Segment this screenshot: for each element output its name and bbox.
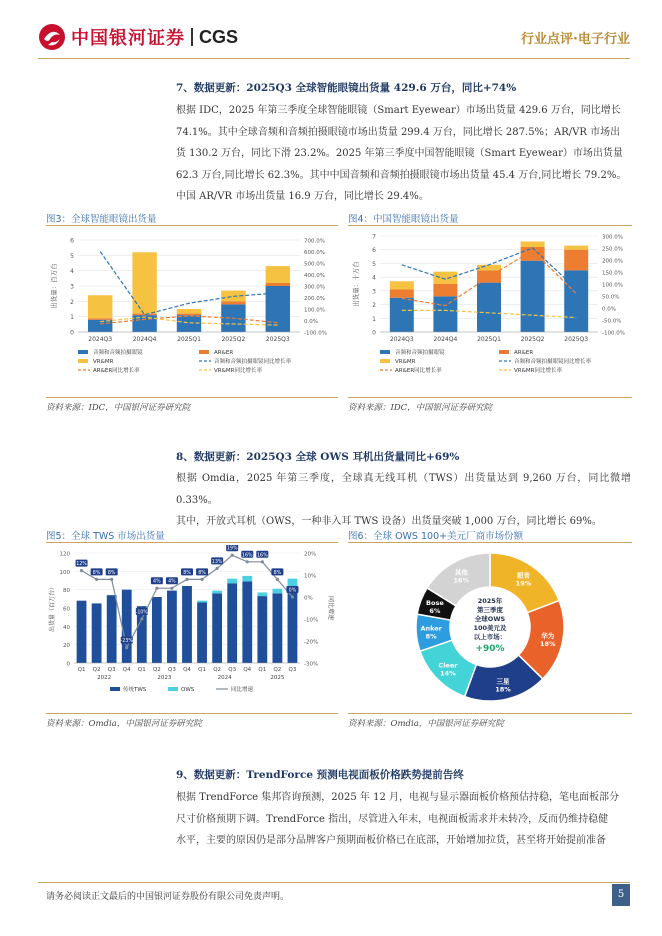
y-tick-label: 5: [70, 252, 74, 260]
donut-center-text: +90%: [475, 644, 505, 654]
fig3-title: 图3：全球智能眼镜出货量: [46, 214, 157, 225]
growth-point: [231, 554, 234, 557]
bar-segment: [266, 266, 290, 283]
x-tick-label: Q2: [152, 667, 161, 673]
data-label: 16%: [241, 553, 253, 559]
y2-axis-label: 同比增速: [327, 595, 334, 621]
x-tick-label: 2025Q2: [221, 336, 246, 343]
y-tick-label: 0: [70, 329, 74, 337]
growth-point: [261, 560, 264, 563]
x-tick-label: Q2: [92, 667, 101, 673]
para-line: 74.1%。其中全球音频和音频拍摄眼镜市场出货量 299.4 万台，同比增长 287.5%；AR/VR 市场出: [176, 126, 621, 138]
y-tick-label: 0: [372, 329, 376, 337]
legend-swatch: [499, 350, 509, 354]
ows-bar: [212, 591, 222, 594]
y2-tick-label: 20%: [304, 551, 317, 558]
donut-center-text: 第三季度: [477, 606, 503, 614]
slice-value: 6%: [429, 606, 441, 615]
data-label: 8%: [273, 570, 282, 576]
x-tick-label: Q3: [228, 667, 237, 673]
y-tick-label: 60: [63, 606, 70, 613]
slice-label: 其他: [454, 568, 468, 577]
tws-bar: [227, 583, 237, 663]
data-label: -10%: [135, 610, 149, 616]
bar-segment: [477, 283, 501, 332]
bar-segment: [266, 283, 290, 286]
donut-center-text: 2025年: [477, 597, 503, 605]
bar-segment: [390, 289, 414, 297]
para-line: 62.3 万台,同比增长 62.3%。其中中国音频和音频拍摄眼镜市场出货量 45.4 万台,同比增长 79.2%。: [176, 169, 627, 181]
y2-tick-label: 0.0%: [304, 319, 318, 325]
slice-value: 14%: [440, 669, 456, 678]
data-label: 8%: [183, 570, 191, 576]
fig6-rule: [348, 542, 632, 543]
y2-tick-label: -30%: [304, 661, 319, 668]
y-tick-label: 40: [63, 624, 70, 631]
tws-bar: [182, 586, 192, 663]
y-tick-label: 80: [63, 588, 70, 595]
y-tick-label: 1: [70, 314, 74, 322]
legend-swatch: [380, 350, 390, 354]
fig6-title: 图6：全球 OWS 100+美元厂商市场份额: [348, 531, 524, 542]
tws-bar: [122, 590, 132, 663]
y-tick-label: 6: [372, 247, 376, 255]
x-tick-label: Q4: [183, 667, 191, 673]
growth-point: [80, 569, 83, 572]
growth-point: [95, 578, 98, 581]
y2-tick-label: 50.0%: [602, 294, 620, 301]
slice-value: 18%: [539, 640, 556, 649]
fig4-rule: [348, 225, 632, 226]
bar-segment: [177, 314, 201, 316]
fig5-rule: [46, 542, 338, 543]
x-tick-label: 2025Q3: [265, 336, 290, 343]
ows-bar: [288, 579, 298, 587]
slice-value: 19%: [515, 579, 532, 588]
x-tick-label: 2025Q3: [564, 336, 589, 343]
fig4-bottom-rule: [348, 397, 632, 398]
slice-value: 16%: [453, 576, 470, 585]
y-tick-label: 4: [372, 274, 376, 282]
fig3-bottom-rule: [46, 397, 338, 398]
x-tick-label: Q1: [137, 667, 146, 673]
growth-point: [185, 578, 188, 581]
tws-bar: [167, 591, 177, 663]
bar-segment: [221, 301, 245, 304]
para-line: 中国 AR/VR 市场出货量 16.9 万台，同比增长 29.4%。: [176, 191, 429, 202]
para-line: 水平，主要的原因仍是部分品牌客户预期面板价格已在底部，开始增加拉货，甚至将开始提前准备: [176, 835, 606, 846]
ows-bar: [257, 592, 267, 596]
page-number: 5: [612, 884, 630, 906]
y-tick-label: 2: [70, 298, 74, 306]
x-tick-label: Q1: [77, 667, 86, 673]
fig6-source: 资料来源：Omdia，中国银河证券研究院: [348, 719, 504, 729]
ows-bar: [197, 601, 207, 603]
x-tick-label: 2024Q4: [132, 336, 157, 343]
company-logo: [38, 20, 238, 54]
legend-label: AR&ER: [214, 350, 234, 356]
section-9-paragraph: [176, 787, 631, 852]
y-tick-label: 120: [59, 551, 70, 558]
y2-tick-label: 200.0%: [304, 296, 325, 302]
para-line: 尺寸价格预期下调。TrendForce 指出，尽管进入年末，电视面板需求并未转冷，反而仍维持稳健: [176, 813, 609, 825]
y2-tick-label: 10%: [304, 573, 317, 580]
bar-segment: [521, 241, 545, 246]
bar-segment: [390, 281, 414, 289]
y-axis-label: 出货量：百万台: [50, 263, 58, 309]
footer-rule: [38, 882, 630, 883]
legend-label: 同比增速: [231, 687, 254, 693]
fig5-title: 图5：全球 TWS 市场出货量: [46, 531, 165, 542]
y2-tick-label: -50.0%: [602, 318, 622, 325]
y-axis-label: 出货量（百万台）: [49, 583, 56, 633]
legend-label: 音频和音频拍摄眼镜: [93, 350, 143, 356]
slice-value: 8%: [425, 632, 437, 641]
x-group-label: 2023: [157, 675, 172, 681]
data-label: 8%: [107, 570, 116, 576]
legend-swatch: [168, 687, 178, 691]
y2-tick-label: 400.0%: [304, 273, 325, 279]
y2-tick-label: -100.0%: [602, 330, 625, 337]
y-tick-label: 7: [372, 233, 376, 241]
fig4-title: 图4：中国智能眼镜出货量: [348, 214, 459, 225]
section-8-heading: 8、数据更新：2025Q3 全球 OWS 耳机出货量同比+69%: [176, 451, 460, 463]
fig5-source: 资料来源：Omdia，中国银河证券研究院: [46, 719, 202, 729]
tws-bar: [197, 603, 207, 664]
legend-label: 音频和音频拍摄眼镜同比增长率: [514, 359, 592, 365]
legend-label: VR&MR同比增长率: [214, 368, 262, 374]
donut-center-text: 100美元及: [473, 624, 507, 632]
section-7-paragraph: [176, 100, 631, 208]
y-tick-label: 3: [70, 283, 74, 291]
fig4-chart: [348, 228, 632, 394]
slice-label: 华为: [541, 632, 555, 641]
y2-tick-label: 0.0%: [602, 306, 616, 313]
bar-segment: [88, 318, 112, 320]
growth-point: [170, 587, 173, 590]
slice-label: 三星: [496, 677, 510, 686]
x-tick-label: 2025Q1: [477, 336, 501, 343]
section-8-paragraph: [176, 468, 631, 533]
growth-line: [100, 252, 278, 315]
x-tick-label: Q4: [122, 667, 131, 673]
fig5-chart: [46, 545, 338, 710]
fig5-bottom-rule: [46, 713, 338, 714]
x-tick-label: Q3: [107, 667, 116, 673]
y-tick-label: 1: [372, 315, 376, 323]
legend-swatch: [78, 359, 88, 363]
legend-swatch: [380, 359, 390, 363]
x-tick-label: Q3: [168, 667, 176, 673]
legend-label: AR&ER同比增长率: [395, 368, 442, 374]
y2-tick-label: 600.0%: [304, 250, 325, 256]
bar-segment: [433, 296, 457, 332]
data-label: 4%: [153, 579, 161, 585]
y-tick-label: 4: [70, 268, 74, 276]
para-line: 货 130.2 万台，同比下滑 23.2%。2025 年第三季度中国智能眼镜（Smart Eyewear）市场出货量: [176, 148, 623, 159]
slice-label: Bose: [426, 598, 444, 607]
data-label: 13%: [211, 559, 223, 565]
tws-bar: [212, 593, 222, 663]
bar-segment: [564, 250, 588, 271]
report-category: 行业点评·电子行业: [521, 32, 630, 47]
data-label: 16%: [256, 553, 268, 559]
slice-label: Anker: [420, 624, 442, 633]
fig3-rule: [46, 225, 338, 226]
ows-bar: [273, 589, 283, 594]
bar-segment: [477, 265, 501, 270]
data-label: 0%: [288, 588, 297, 594]
section-9-heading: 9、数据更新：TrendForce 预测电视面板价格跌势提前告终: [176, 769, 464, 781]
tws-bar: [242, 581, 252, 663]
bar-segment: [390, 298, 414, 332]
para-line: 根据 IDC，2025 年第三季度全球智能眼镜（Smart Eyewear）市场出货量 429.6 万台，同比增长: [176, 105, 621, 116]
tws-bar: [92, 603, 102, 663]
x-group-label: 2025: [270, 675, 285, 681]
legend-label: VR&MR同比增长率: [514, 368, 562, 374]
fig4-source: 资料来源：IDC，中国银河证券研究院: [348, 403, 493, 413]
header-rule: [38, 58, 630, 59]
y2-tick-label: 100.0%: [602, 282, 623, 289]
tws-bar: [273, 593, 283, 663]
y2-tick-label: 700.0%: [304, 238, 325, 245]
y2-tick-label: 200.0%: [602, 258, 623, 265]
x-tick-label: 2024Q4: [433, 336, 458, 343]
y-tick-label: 100: [59, 569, 70, 576]
y2-tick-label: -10%: [304, 617, 319, 624]
data-label: 19%: [226, 546, 238, 552]
fig6-chart: [348, 545, 632, 710]
bar-segment: [564, 246, 588, 250]
donut-center-text: 全球OWS: [474, 615, 506, 623]
growth-point: [246, 560, 249, 563]
data-label: -23%: [120, 639, 133, 645]
legend-label: OWS: [181, 687, 195, 693]
y-tick-label: 3: [372, 288, 376, 296]
y-tick-label: 0: [66, 661, 70, 668]
growth-point: [125, 646, 128, 649]
ows-bar: [242, 576, 252, 582]
legend-label: VR&MR: [395, 359, 416, 365]
x-group-label: 2024: [217, 675, 232, 681]
data-label: 4%: [168, 579, 176, 585]
para-line: 根据 TrendForce 集邦咨询预测，2025 年 12 月，电视与显示器面板价格预估持稳，笔电面板部分: [176, 792, 619, 803]
y-tick-label: 6: [70, 237, 74, 245]
y2-tick-label: 250.0%: [602, 246, 623, 253]
x-tick-label: 2025Q1: [177, 336, 201, 343]
growth-point: [216, 567, 219, 570]
data-label: 8%: [92, 570, 101, 576]
legend-swatch: [78, 350, 88, 354]
x-tick-label: Q2: [213, 667, 222, 673]
legend-label: 音频和音频拍摄眼镜: [395, 350, 445, 356]
x-tick-label: Q1: [258, 667, 267, 673]
y2-tick-label: 150.0%: [602, 270, 623, 277]
donut-center-text: 以上市场：: [473, 633, 507, 641]
y2-tick-label: 500.0%: [304, 261, 325, 268]
growth-point: [276, 578, 279, 581]
tws-bar: [77, 601, 87, 663]
bar-segment: [88, 295, 112, 318]
x-tick-label: 2024Q3: [88, 336, 113, 343]
y2-tick-label: 0%: [304, 595, 313, 602]
bar-segment: [433, 284, 457, 296]
slice-value: 18%: [495, 685, 511, 694]
y-tick-label: 5: [372, 260, 376, 268]
x-tick-label: Q2: [273, 667, 282, 673]
growth-point: [140, 617, 143, 620]
fig6-bottom-rule: [348, 713, 632, 714]
x-tick-label: Q4: [243, 667, 252, 673]
growth-point: [291, 595, 294, 598]
x-tick-label: Q3: [288, 667, 297, 673]
logo-divider: [191, 28, 193, 46]
x-tick-label: 2025Q2: [520, 336, 545, 343]
bar-segment: [177, 309, 201, 314]
legend-label: AR&ER: [514, 350, 534, 356]
bar-segment: [132, 314, 156, 316]
slice-label: Cleer: [438, 661, 458, 670]
slice-label: 韶音: [516, 571, 530, 580]
bar-segment: [433, 272, 457, 284]
x-tick-label: Q1: [198, 667, 206, 673]
logo-text-cn: 中国银河证券: [71, 28, 185, 48]
x-group-label: 2022: [97, 675, 112, 681]
x-tick-label: 2024Q3: [389, 336, 414, 343]
bar-segment: [132, 252, 156, 313]
legend-label: VR&MR: [93, 359, 114, 365]
legend-swatch: [199, 350, 209, 354]
bar-segment: [521, 261, 545, 332]
fig3-source: 资料来源：IDC，中国银河证券研究院: [46, 403, 191, 413]
section-7-heading: 7、数据更新：2025Q3 全球智能眼镜出货量 429.6 万台，同比+74%: [176, 82, 517, 94]
y2-tick-label: -100.0%: [304, 330, 327, 337]
cgs-logo-icon: [38, 23, 66, 51]
footer-disclaimer: 请务必阅读正文最后的中国银河证券股份有限公司免责声明。: [46, 892, 290, 902]
data-label: 8%: [198, 570, 206, 576]
tws-bar: [107, 595, 117, 663]
para-line: 根据 Omdia，2025 年第三季度，全球真无线耳机（TWS）出货量达到 9,260 万台，同比微增 0.33%。: [176, 473, 631, 506]
y2-tick-label: -20%: [304, 639, 319, 646]
y2-tick-label: 300.0%: [602, 234, 623, 241]
y2-tick-label: 300.0%: [304, 284, 325, 291]
legend-label: AR&ER同比增长率: [93, 368, 140, 374]
fig3-chart: [46, 228, 338, 394]
y-tick-label: 20: [63, 643, 70, 650]
bar-segment: [564, 270, 588, 332]
logo-text-en: CGS: [199, 26, 239, 47]
y-axis-label: 出货量：十万台: [352, 261, 360, 307]
tws-bar: [152, 597, 162, 663]
legend-label: 传统TWS: [123, 687, 147, 693]
data-label: 12%: [76, 562, 87, 568]
tws-bar: [257, 596, 267, 663]
y-tick-label: 2: [372, 302, 376, 310]
legend-swatch: [110, 687, 120, 691]
y2-tick-label: 100.0%: [304, 307, 325, 314]
legend-label: 音频和音频拍摄眼镜同比增长率: [214, 359, 292, 365]
growth-point: [155, 587, 158, 590]
ows-bar: [227, 579, 237, 584]
growth-point: [110, 578, 113, 581]
growth-point: [200, 578, 203, 581]
para-line: 其中，开放式耳机（OWS，一种非入耳 TWS 设备）出货量突破 1,000 万台，同比增长 69%。: [176, 516, 602, 527]
